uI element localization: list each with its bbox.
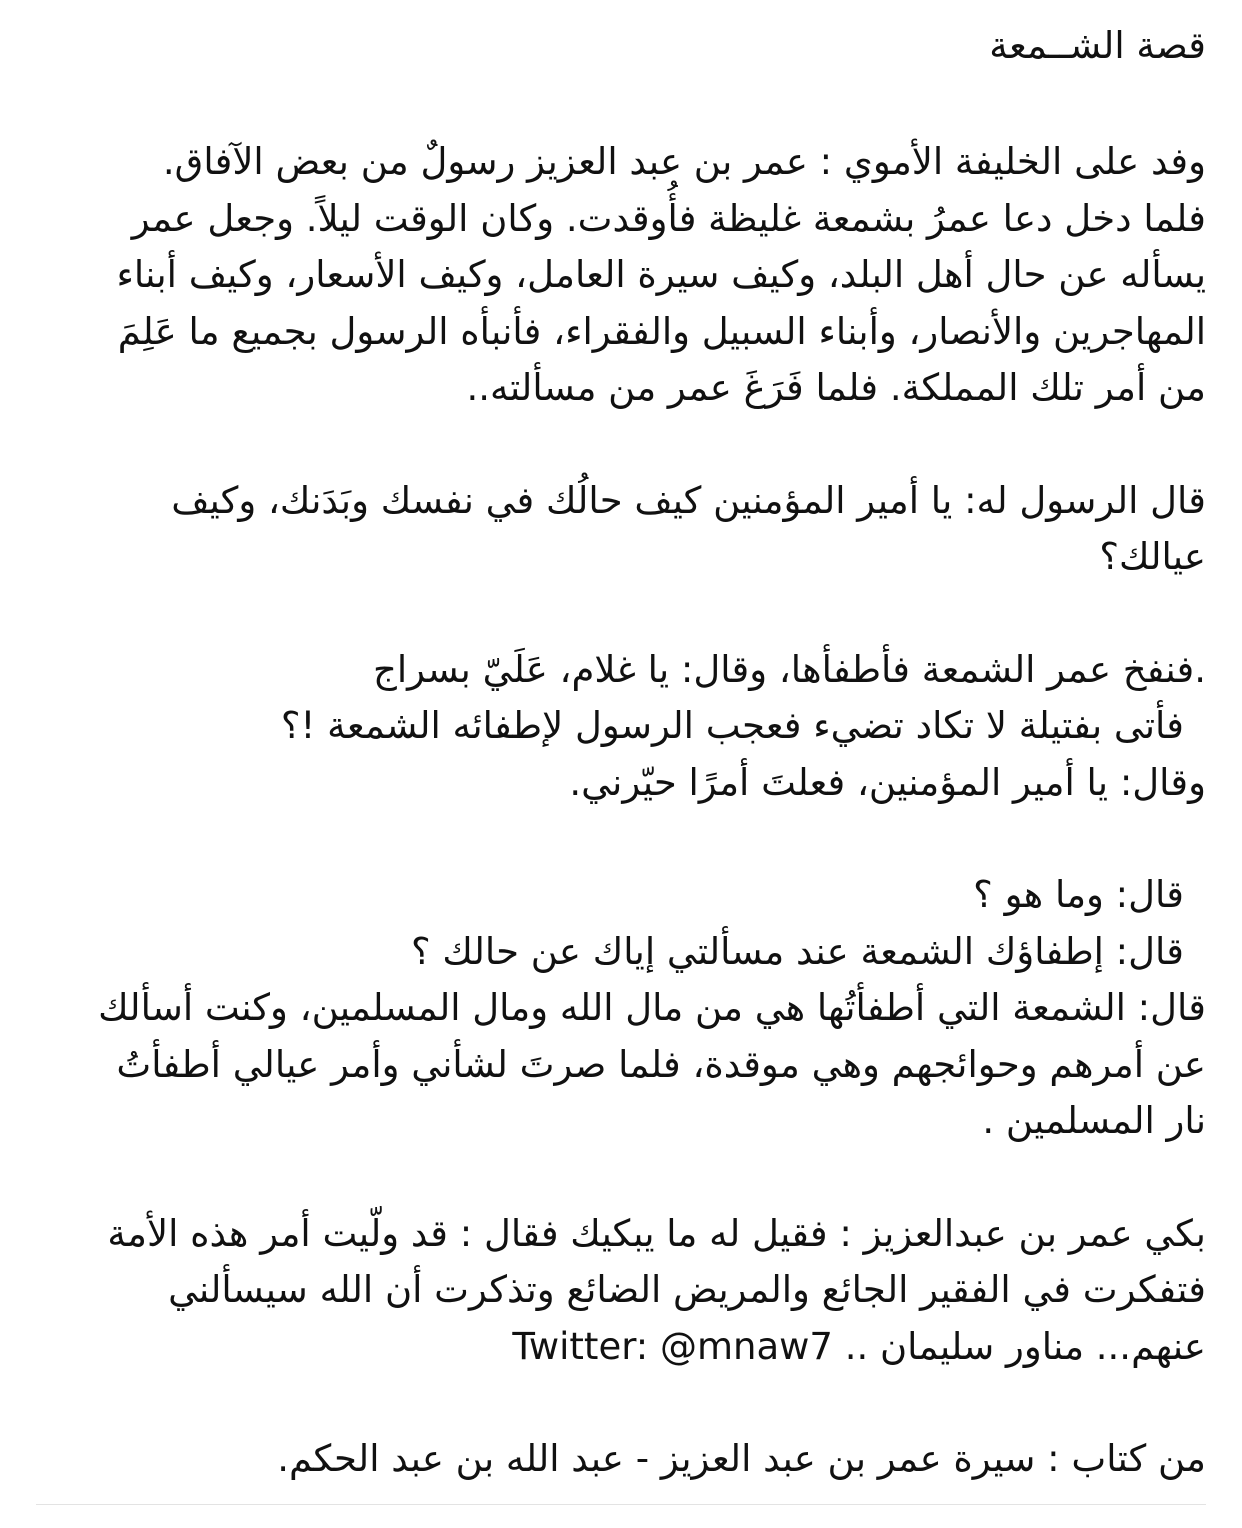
paragraph-line: قال: إطفاؤك الشمعة عند مسألتي إياك عن حالك ؟	[411, 929, 1184, 973]
paragraph-line: قال الرسول له: يا أمير المؤمنين كيف حالُك في نفسك وبَدَنك، وكيف	[171, 478, 1206, 522]
paragraph-line: فلما دخل دعا عمرُ بشمعة غليظة فأُوقدت. وكان الوقت ليلاً. وجعل عمر	[131, 196, 1206, 240]
paragraph-line: من أمر تلك المملكة. فلما فَرَغَ عمر من مسألته..	[466, 366, 1206, 409]
paragraph-line: بكي عمر بن عبدالعزيز : فقيل له ما يبكيك فقال : قد ولّيت أمر هذه الأمة	[107, 1211, 1206, 1255]
paragraph-line: قال: الشمعة التي أطفأتُها هي من مال الله ومال المسلمين، وكنت أسألك	[98, 986, 1206, 1029]
paragraph-line: فأتى بفتيلة لا تكاد تضيء فعجب الرسول لإطفائه الشمعة !؟	[280, 704, 1184, 747]
paragraph-1	[36, 134, 1206, 417]
paragraph-line: وفد على الخليفة الأموي : عمر بن عبد العزيز رسولٌ من بعض الآفاق.	[162, 140, 1206, 183]
paragraph-2	[36, 473, 1206, 586]
paragraph-3	[36, 642, 1206, 812]
twitter-handle: Twitter: @mnaw7	[512, 1324, 833, 1368]
paragraph-line: قال: وما هو ؟	[973, 873, 1184, 916]
paragraph-line: .فنفخ عمر الشمعة فأطفأها، وقال: يا غلام، عَلَيّ بسراج	[372, 647, 1206, 691]
bottom-divider	[36, 1504, 1206, 1505]
paragraph-line: وقال: يا أمير المؤمنين، فعلتَ أمرًا حيّرني.	[569, 760, 1206, 804]
paragraph-line: يسأله عن حال أهل البلد، وكيف سيرة العامل، وكيف الأسعار، وكيف أبناء	[116, 253, 1206, 296]
post-title: قصة الشــمعة	[989, 24, 1206, 67]
attribution-line	[36, 1319, 1206, 1376]
paragraph-5	[36, 1206, 1206, 1376]
paragraph-line: عن أمرهم وحوائجهم وهي موقدة، فلما صرتَ لشأني وأمر عيالي أطفأتُ	[116, 1042, 1206, 1086]
paragraph-4	[36, 867, 1206, 1150]
post-body	[36, 10, 1206, 1526]
paragraph-line: المهاجرين والأنصار، وأبناء السبيل والفقراء، فأنبأه الرسول بجميع ما عَلِمَ	[117, 309, 1206, 353]
book-source: من كتاب : سيرة عمر بن عبد العزيز - عبد الله بن عبد الحكم.	[277, 1437, 1206, 1480]
paragraph-line: نار المسلمين .	[982, 1099, 1206, 1142]
paragraph-line: فتفكرت في الفقير الجائع والمريض الضائع وتذكرت أن الله سيسألني	[168, 1268, 1206, 1311]
paragraph-line: عيالك؟	[1099, 535, 1206, 578]
attribution-text: عنهم... مناور سليمان ..	[832, 1324, 1206, 1368]
